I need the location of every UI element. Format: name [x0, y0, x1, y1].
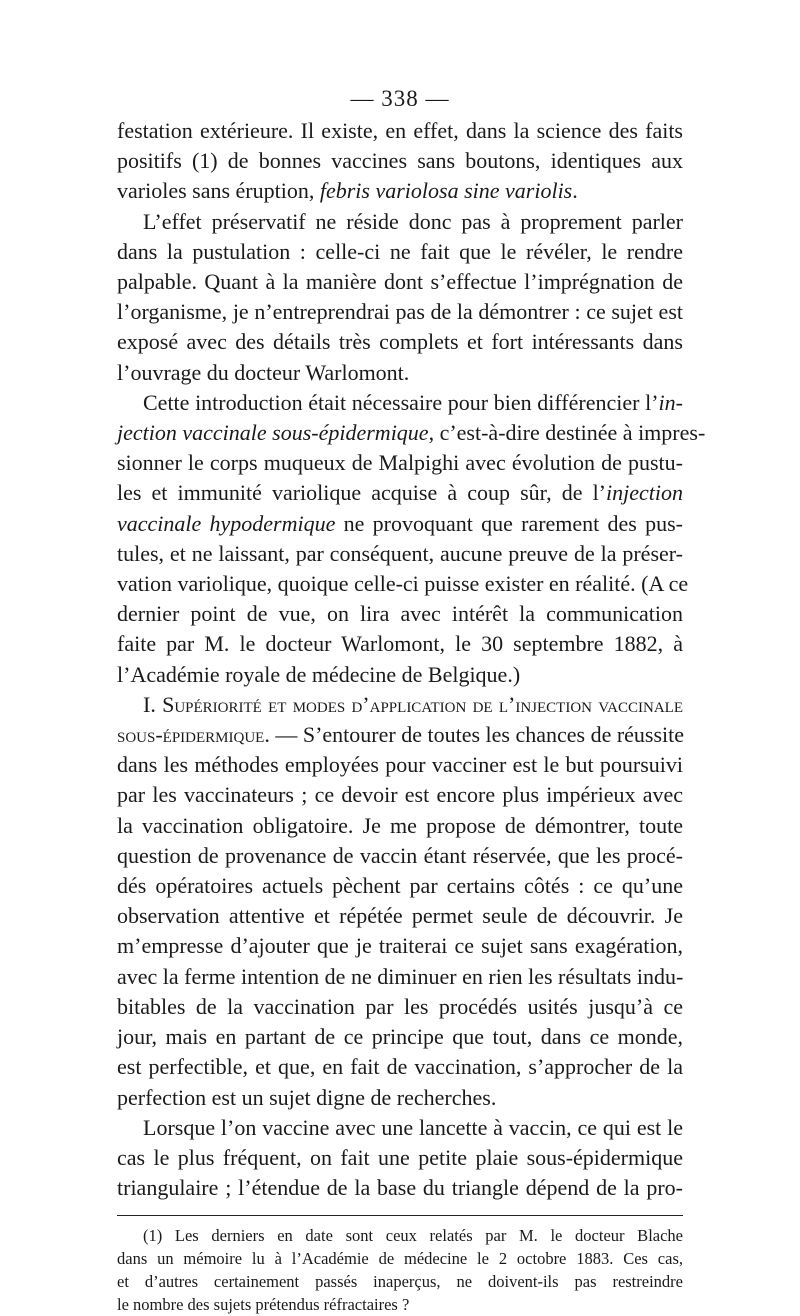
italic-text: jection vaccinale sous-épidermique [117, 420, 429, 446]
text-run: dans la pustulation : celle-ci ne fait que le révéler, le rendre [117, 238, 683, 264]
italic-text: febris variolosa sine variolis [319, 178, 573, 204]
footnote-line [117, 1224, 683, 1247]
text-line [117, 599, 683, 629]
text-line [117, 871, 683, 901]
footnote-line [117, 1293, 683, 1316]
text-run: — S’entourer de toutes les chances de réussite [269, 722, 685, 748]
text-line [117, 418, 706, 448]
text-line [117, 750, 683, 780]
text-run: et d’autres certainement passés inaperçus, ne doivent-ils pas restreindre [117, 1272, 683, 1292]
text-run: la vaccination obligatoire. Je me propose de démontrer, toute [117, 812, 683, 838]
italic-text: in- [658, 389, 683, 415]
small-caps-heading: I. Supériorité et modes d’application de l’injection vaccinale [143, 691, 683, 717]
text-run: jour, mais en partant de ce principe que tout, dans ce monde, [117, 1024, 683, 1050]
text-run: ne provoquant que rarement des pus- [335, 510, 683, 536]
text-run: par les vaccinateurs ; ce devoir est encore plus impérieux avec [117, 782, 683, 808]
text-run: L’effet préservatif ne réside donc pas à proprement parler [143, 208, 683, 234]
text-run: tules, et ne laissant, par conséquent, aucune preuve de la préser- [117, 540, 683, 566]
text-run: les et immunité variolique acquise à coup sûr, de l’ [117, 480, 607, 506]
text-run: festation extérieure. Il existe, en effet, dans la science des faits [117, 118, 683, 143]
text-run: positifs (1) de bonnes vaccines sans boutons, identiques aux [117, 148, 683, 174]
text-run: sionner le corps muqueux de Malpighi avec évolution de pustu- [117, 450, 683, 476]
italic-text: vaccinale hypodermique [117, 510, 336, 536]
text-run: Cette introduction était nécessaire pour bien différencier l’ [143, 389, 659, 415]
text-run: l’organisme, je n’entreprendrai pas de la démontrer : ce sujet est [117, 299, 683, 325]
text-line [117, 780, 683, 810]
text-line [117, 720, 683, 750]
italic-text: injection [606, 480, 683, 506]
text-line [117, 116, 683, 146]
text-run: est perfectible, et que, en fait de vaccination, s’approcher de la [117, 1054, 683, 1080]
text-run: varioles sans éruption, [117, 178, 320, 204]
text-line [117, 690, 683, 720]
footnote-line [117, 1270, 683, 1293]
text-run: palpable. Quant à la manière dont s’effectue l’imprégnation de [117, 269, 683, 295]
text-line [117, 1052, 683, 1082]
text-run: perfection est un sujet digne de recherches. [117, 1084, 497, 1110]
text-run: exposé avec des détails très complets et fort intéressants dans [117, 329, 683, 355]
text-run: dés opératoires actuels pèchent par certains côtés : ce qu’une [117, 873, 683, 899]
text-run: avec la ferme intention de ne diminuer en rien les résultats indu- [117, 963, 684, 989]
text-line [117, 448, 683, 478]
text-line [117, 207, 683, 237]
text-line [117, 388, 683, 418]
text-line [117, 811, 683, 841]
text-line [117, 297, 683, 327]
text-run: m’empresse d’ajouter que je traiterai ce sujet sans exagération, [117, 933, 683, 959]
text-line [117, 358, 683, 388]
text-run: dernier point de vue, on lira avec intérêt la communication [117, 601, 683, 627]
text-line [117, 841, 683, 871]
text-line [117, 539, 683, 569]
text-run: l’Académie royale de médecine de Belgique.) [117, 661, 521, 687]
small-caps-heading: sous-épidermique. [117, 722, 270, 748]
text-line [117, 962, 683, 992]
text-line [117, 478, 683, 508]
text-run: vation variolique, quoique celle-ci puisse exister en réalité. (A ce [117, 571, 689, 597]
text-run: faite par M. le docteur Warlomont, le 30 septembre 1882, à [117, 631, 683, 657]
text-line [117, 237, 683, 267]
text-run: , c’est-à-dire destinée à impres- [428, 420, 706, 446]
text-line [117, 569, 689, 599]
text-line [117, 1113, 683, 1143]
text-line [117, 267, 683, 297]
text-line [117, 931, 683, 961]
footnote-separator [117, 1215, 683, 1216]
text-line [117, 146, 683, 176]
text-line [117, 660, 683, 690]
text-line [117, 992, 683, 1022]
text-line [117, 1143, 683, 1173]
text-run: dans un mémoire lu à l’Académie de médecine le 2 octobre 1883. Ces cas, [117, 1249, 683, 1269]
text-line [117, 176, 683, 206]
text-run: bitables de la vaccination par les procédés usités jusqu’à ce [117, 993, 683, 1019]
text-line [117, 629, 683, 659]
text-run: dans les méthodes employées pour vacciner est le but poursuivi [117, 752, 683, 778]
text-line [117, 509, 683, 539]
text-run: (1) Les derniers en date sont ceux relatés par M. le docteur Blache [143, 1226, 683, 1246]
text-run: l’ouvrage du docteur Warlomont. [117, 359, 410, 385]
text-line [117, 901, 683, 931]
body-text [117, 116, 706, 1203]
text-run: triangulaire ; l’étendue de la base du triangle dépend de la pro- [117, 1175, 683, 1201]
page-number: — 338 — [350, 86, 450, 111]
text-run: question de provenance de vaccin étant réservée, que les procé- [117, 842, 683, 868]
text-line [117, 1173, 683, 1203]
text-line [117, 327, 683, 357]
text-line [117, 1083, 683, 1113]
text-run: le nombre des sujets prétendus réfractaires ? [117, 1295, 410, 1315]
footnote-block [117, 1224, 683, 1316]
footnote-line [117, 1247, 683, 1270]
text-run: . [572, 178, 578, 204]
text-run: Lorsque l’on vaccine avec une lancette à vaccin, ce qui est le [143, 1114, 683, 1140]
text-run: cas le plus fréquent, on fait une petite plaie sous-épidermique [117, 1144, 683, 1170]
text-run: observation attentive et répétée permet seule de découvrir. Je [117, 903, 683, 929]
text-line [117, 1022, 683, 1052]
book-page [117, 84, 706, 1316]
